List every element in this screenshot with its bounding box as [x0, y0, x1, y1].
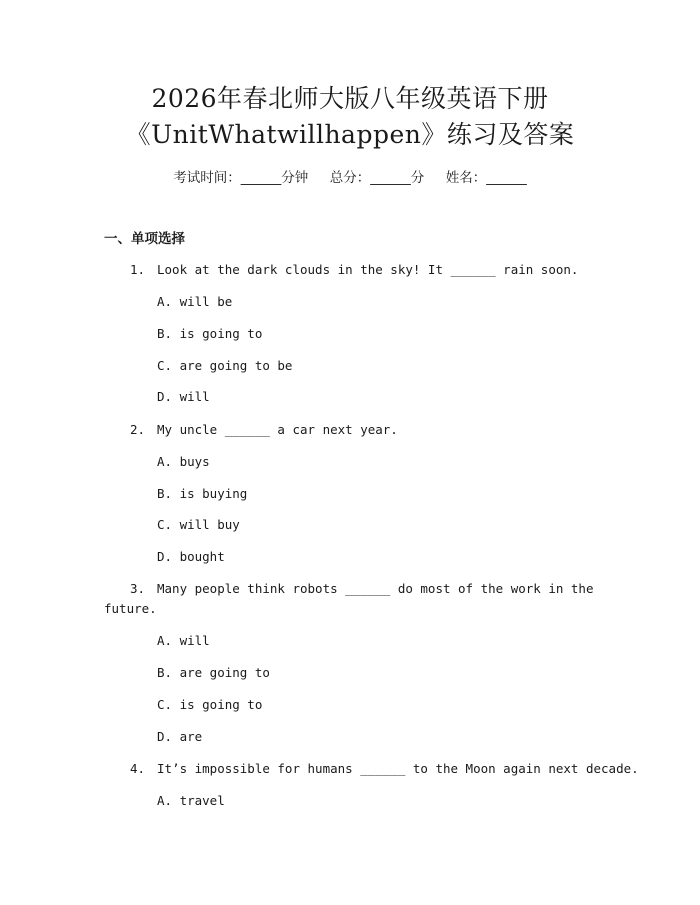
option-d: D. will [157, 389, 210, 404]
section-heading-single-choice: 一、单项选择 [104, 231, 185, 247]
question-number: 2. [130, 422, 146, 437]
option-b: B. is going to [157, 326, 263, 341]
option-b: B. is buying [157, 486, 248, 501]
option-a: A. will be [157, 294, 233, 309]
document-title-line-1: 2026年春北师大版八年级英语下册 [151, 84, 549, 113]
question-text-continued: future. [104, 601, 157, 616]
question-text: It’s impossible for humans ______ to the Moon again next decade. [157, 761, 639, 776]
option-d: D. bought [157, 549, 225, 564]
option-c: C. will buy [157, 517, 240, 532]
question-number: 4. [130, 761, 146, 776]
question-text: Look at the dark clouds in the sky! It ______ rain soon. [157, 262, 579, 277]
question-number: 3. [130, 581, 146, 596]
question-text: My uncle ______ a car next year. [157, 422, 398, 437]
question-text: Many people think robots ______ do most of the work in the [157, 581, 594, 596]
option-a: A. will [157, 633, 210, 648]
exam-info-line: 考试时间：______分钟 总分：______分 姓名：______ [173, 170, 527, 186]
option-a: A. travel [157, 793, 225, 808]
option-c: C. are going to be [157, 358, 293, 373]
document-title-line-2: 《UnitWhatwillhappen》练习及答案 [125, 120, 575, 149]
option-d: D. are [157, 729, 203, 744]
option-c: C. is going to [157, 697, 263, 712]
option-a: A. buys [157, 454, 210, 469]
option-b: B. are going to [157, 665, 270, 680]
question-number: 1. [130, 262, 146, 277]
